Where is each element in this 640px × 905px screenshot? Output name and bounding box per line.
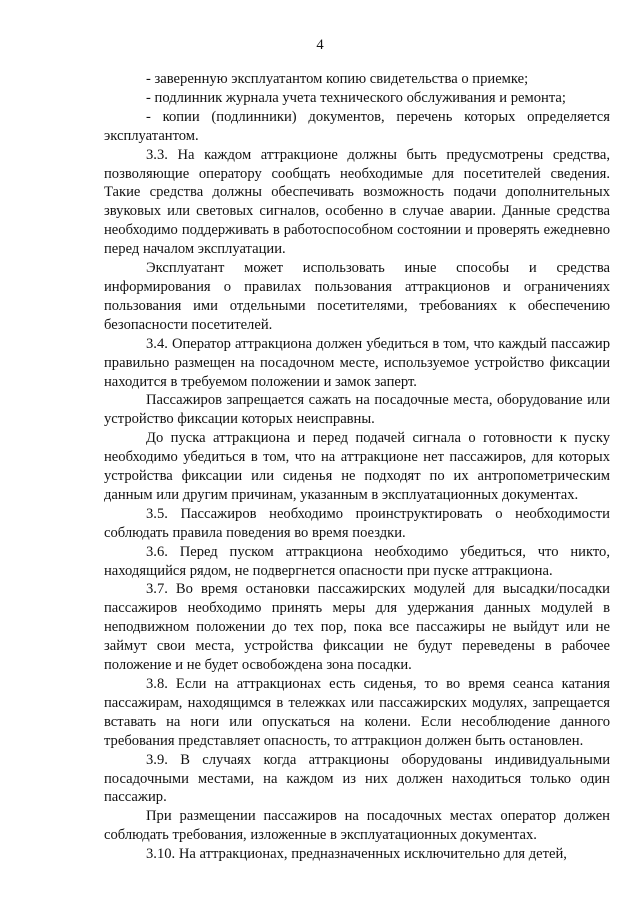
paragraph-operator-informing: Эксплуатант может использовать иные способы и средства информирования о правилах пользования аттракционов и ограничениях пользования ими отдельными посетителями, требованиях к обеспечению безопасности посетителей. xyxy=(104,260,610,333)
paragraph-3-4: 3.4. Оператор аттракциона должен убедиться в том, что каждый пассажир правильно размещен на посадочном месте, используемое устройство фиксации находится в требуемом положении и замок заперт. xyxy=(104,335,610,390)
page-number: 4 xyxy=(316,37,324,53)
paragraph-copy-certificate: - заверенную эксплуатантом копию свидетельства о приемке; xyxy=(146,71,529,87)
paragraph-document-copies: - копии (подлинники) документов, перечень которых определяется эксплуатантом. xyxy=(104,108,610,144)
paragraph-3-10: 3.10. На аттракционах, предназначенных исключительно для детей, xyxy=(146,846,567,863)
paragraph-before-start: До пуска аттракциона и перед подачей сигнала о готовности к пуску необходимо убедиться в том, что на аттракционе нет пассажиров, для которых устройства фиксации или сиденья не подходят по их антропометрическим данным или другим причинам, указанным в эксплуатационных документах. xyxy=(104,430,610,503)
paragraph-maintenance-log: - подлинник журнала учета технического обслуживания и ремонта; xyxy=(146,89,566,106)
document-body xyxy=(104,70,610,864)
paragraph-3-9: 3.9. В случаях когда аттракционы оборудованы индивидуальными посадочными местами, на каждом из них должен находиться только один пассажир. xyxy=(104,751,610,806)
paragraph-3-8: 3.8. Если на аттракционах есть сиденья, то во время сеанса катания пассажирам, находящимся в тележках или пассажирских модулях, запрещается вставать на ноги или опускаться на колени. Если несоблюдение данного требования представляет опасность, то аттракцион должен быть остановлен. xyxy=(104,676,610,749)
paragraph-3-3: 3.3. На каждом аттракционе должны быть предусмотрены средства, позволяющие оператору сообщать необходимые для посетителей сведения. Такие средства должны обеспечивать возможность подачи дополнительных звуковых или световых сигналов, особенно в случае аварии. Данные средства необходимо поддерживать в работоспособном состоянии и проверять ежедневно перед началом эксплуатации. xyxy=(104,146,610,258)
paragraph-3-6: 3.6. Перед пуском аттракциона необходимо убедиться, что никто, находящийся рядом, не подвергнется опасности при пуске аттракциона. xyxy=(104,543,610,579)
paragraph-faulty-seats: Пассажиров запрещается сажать на посадочные места, оборудование или устройство фиксации которых неисправны. xyxy=(104,392,610,428)
paragraph-seating-requirements: При размещении пассажиров на посадочных местах оператор должен соблюдать требования, изложенные в эксплуатационных документах. xyxy=(104,808,610,844)
paragraph-3-5: 3.5. Пассажиров необходимо проинструктировать о необходимости соблюдать правила поведения во время поездки. xyxy=(104,505,610,541)
paragraph-3-7: 3.7. Во время остановки пассажирских модулей для высадки/посадки пассажиров необходимо принять меры для удержания данных модулей в неподвижном положении до тех пор, пока все пассажиры не выйдут или не займут свои места, устройства фиксации не будут переведены в рабочее положение и не будет освобождена зона посадки. xyxy=(104,581,610,674)
